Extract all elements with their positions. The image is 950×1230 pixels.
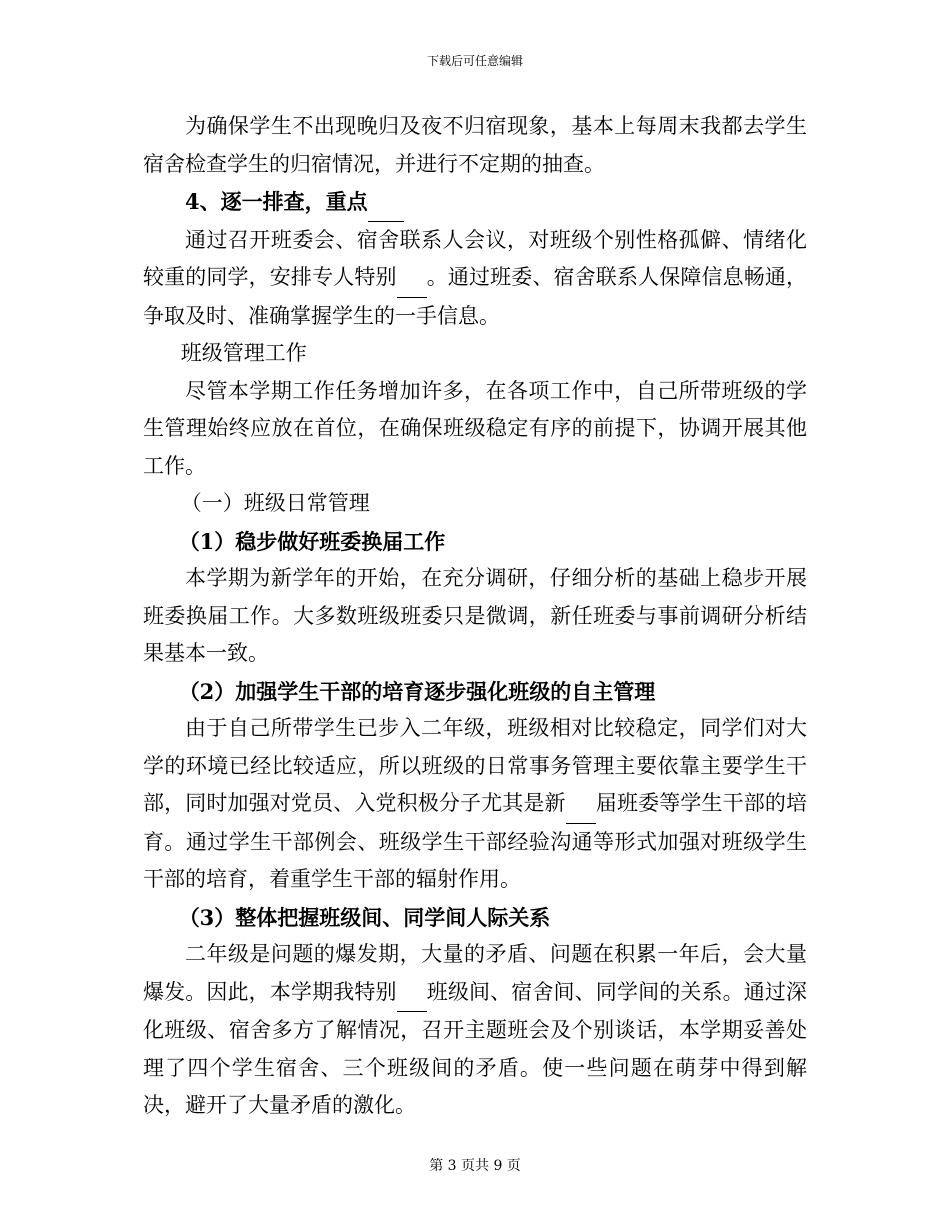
- paragraph-text: 班级间、宿舍间、同学间的关系。通过深化班级、宿舍多方了解情况，召开主题班会及个别谈话，本学期妥善处理了四个学生宿舍、三个班级间的矛盾。使一些问题在萌芽中得到解决，避开了大量矛盾的激化。: [143, 979, 808, 1117]
- section-heading: [143, 183, 807, 222]
- section-title: （一）班级日常管理: [180, 491, 370, 515]
- fill-blank: [397, 974, 427, 1013]
- paragraph-text: 由于自己所带学生已步入二年级，班级相对比较稳定，同学们对大学的环境已经比较适应，所以班级的日常事务管理主要依靠主要学生干部，同时加强对党员、入党积极分子尤其是新: [143, 716, 807, 815]
- section-heading: （3）整体把握班级间、同学间人际关系: [178, 904, 551, 930]
- heading-text: 4、逐一排查，重点: [185, 189, 368, 214]
- paragraph: 本学期为新学年的开始，在充分调研，仔细分析的基础上稳步开展班委换届工作。大多数班级班委只是微调，新任班委与事前调研分析结果基本一致。: [143, 566, 807, 665]
- paragraph: 为确保学生不出现晚归及夜不归宿现象，基本上每周末我都去学生宿舍检查学生的归宿情况，并进行不定期的抽查。: [143, 114, 807, 176]
- paragraph-text: 届班委等学生干部的培育。通过学生干部例会、班级学生干部经验沟通等形式加强对班级学生干部的培育，着重学生干部的辐射作用。: [143, 791, 808, 891]
- paragraph: [143, 222, 807, 336]
- paragraph-text: 通过召开班委会、宿舍联系人会议，对班级个别性格孤僻、情绪化较重的同学，安排专人特别: [143, 227, 807, 289]
- section-title: 班级管理工作: [180, 341, 307, 365]
- page-header: 下载后可任意编辑: [426, 54, 523, 68]
- paragraph: [143, 936, 807, 1125]
- paragraph-text: 。通过班委、宿舍联系人保障信息畅通，争取及时、准确掌握学生的一手信息。: [143, 265, 808, 328]
- page-footer: 第 3 页共 9 页: [429, 1158, 521, 1174]
- section-heading: （2）加强学生干部的培育逐步强化班级的自主管理: [178, 678, 656, 704]
- fill-blank: [368, 183, 404, 222]
- section-heading: （1）稳步做好班委换届工作: [178, 528, 446, 554]
- fill-blank: [397, 259, 427, 298]
- paragraph: [143, 710, 807, 899]
- paragraph: 尽管本学期工作任务增加许多，在各项工作中，自己所带班级的学生管理始终应放在首位，在确保班级稳定有序的前提下，协调开展其他工作。: [143, 378, 807, 478]
- fill-blank: [566, 785, 596, 824]
- document-body: [143, 108, 807, 1125]
- paragraph-text: 二年级是问题的爆发期，大量的矛盾、问题在积累一年后，会大量爆发。因此，本学期我特别: [143, 942, 807, 1004]
